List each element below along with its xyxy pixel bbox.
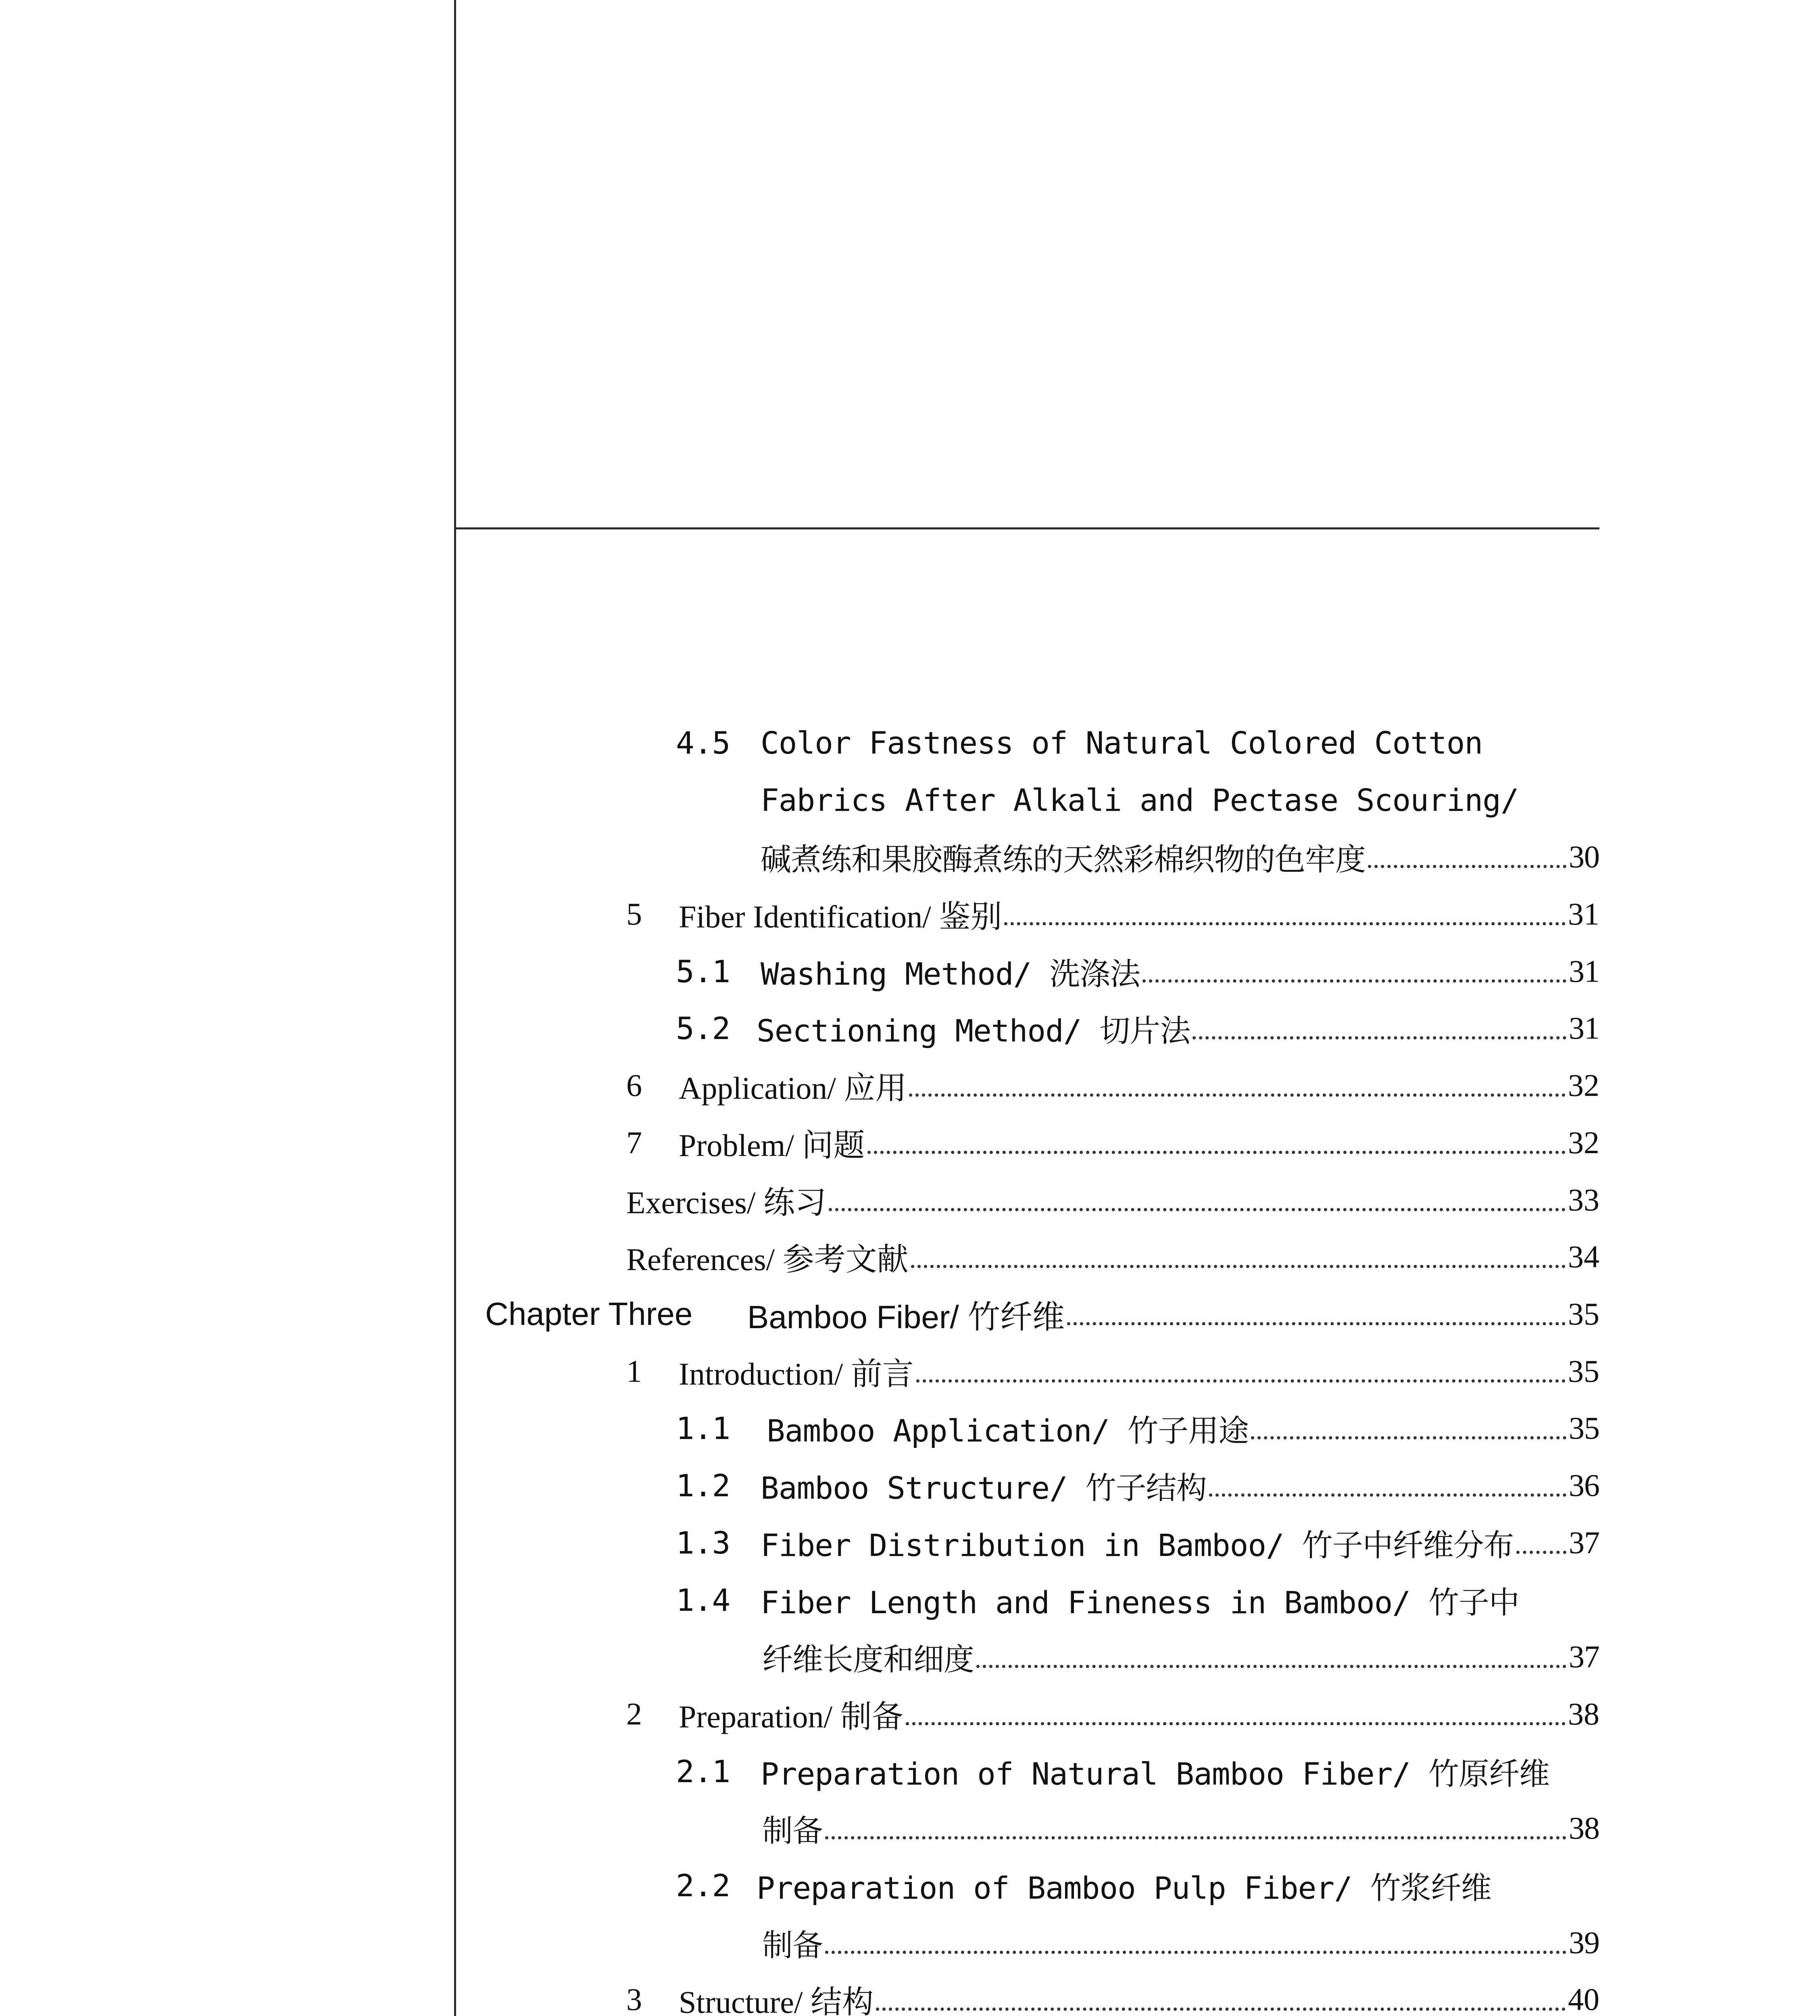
leader-dots xyxy=(1067,1322,1566,1325)
leader-dots xyxy=(1251,1436,1566,1439)
toc-page-number: 34 xyxy=(1568,1239,1599,1274)
toc-page-number: 31 xyxy=(1569,1010,1599,1045)
toc-entry-1-2[interactable] xyxy=(676,1459,1599,1512)
toc-entry-5-2[interactable] xyxy=(676,1002,1599,1054)
leader-dots xyxy=(916,1379,1566,1383)
toc-title: Exercises/ 练习 xyxy=(626,1185,827,1220)
toc-number: 6 xyxy=(626,1068,642,1103)
toc-page-number: 30 xyxy=(1569,839,1599,874)
toc-entry-5-1[interactable] xyxy=(676,945,1599,998)
toc-title: Fabrics After Alkali and Pectase Scouring/ xyxy=(761,782,1519,818)
toc-title: 制备 xyxy=(762,1812,823,1849)
toc-page-number: 35 xyxy=(1568,1296,1599,1331)
toc-page-number: 32 xyxy=(1568,1125,1599,1160)
toc-page-number: 35 xyxy=(1569,1410,1599,1445)
toc-number: 1.3 xyxy=(676,1524,730,1561)
toc-page-number: 31 xyxy=(1568,896,1599,931)
toc-entry-2-2[interactable] xyxy=(676,1859,1599,1912)
toc-number: 7 xyxy=(626,1125,642,1160)
toc-entry-continuation[interactable] xyxy=(762,1802,1599,1854)
toc-number: 5.1 xyxy=(676,953,730,989)
horizontal-rule xyxy=(454,527,1599,529)
toc-number: 2.2 xyxy=(676,1867,730,1904)
toc-title: Sectioning Method/ 切片法 xyxy=(757,1012,1190,1049)
toc-number: 2 xyxy=(626,1696,642,1731)
toc-title: Fiber Distribution in Bamboo/ 竹子中纤维分布 xyxy=(761,1527,1514,1563)
leader-dots xyxy=(1516,1551,1566,1554)
toc-title: Bamboo Structure/ 竹子结构 xyxy=(761,1470,1207,1506)
toc-entry-4-5[interactable] xyxy=(676,716,1599,769)
leader-dots xyxy=(867,1151,1566,1154)
toc-page-number: 31 xyxy=(1569,954,1599,989)
toc-title: Preparation of Bamboo Pulp Fiber/ 竹浆纤维 xyxy=(757,1870,1491,1906)
toc-entry-6[interactable] xyxy=(626,1059,1599,1112)
leader-dots xyxy=(909,1093,1566,1097)
toc-title: Fiber Identification/ 鉴别 xyxy=(679,899,1002,934)
leader-dots xyxy=(1368,865,1566,868)
toc-title: Introduction/ 前言 xyxy=(679,1356,914,1391)
toc-number: 3 xyxy=(626,1982,642,2016)
toc-number: 4.5 xyxy=(676,725,730,761)
toc-entry-continuation[interactable] xyxy=(761,774,1599,826)
toc-title: Bamboo Fiber/ 竹纤维 xyxy=(747,1299,1065,1335)
vertical-rule xyxy=(454,0,456,2016)
toc-entry-1[interactable] xyxy=(626,1345,1599,1397)
toc-page-number: 40 xyxy=(1568,1982,1599,2016)
toc-title: 纤维长度和细度 xyxy=(762,1641,974,1677)
leader-dots xyxy=(1004,922,1566,925)
toc-title: Structure/ 结构 xyxy=(679,1985,874,2016)
toc-page-number: 36 xyxy=(1569,1468,1599,1503)
leader-dots xyxy=(1192,1036,1566,1039)
toc-entry-exercises[interactable] xyxy=(626,1174,1599,1226)
toc-page-number: 37 xyxy=(1569,1639,1599,1674)
toc-title: Problem/ 问题 xyxy=(679,1128,865,1163)
toc-chapter-three[interactable] xyxy=(485,1288,1599,1340)
toc-title: 制备 xyxy=(762,1927,823,1963)
toc-number: 1 xyxy=(626,1354,642,1389)
toc-page-number: 37 xyxy=(1569,1525,1599,1560)
toc-entry-continuation[interactable] xyxy=(762,1631,1599,1683)
toc-entry-1-3[interactable] xyxy=(676,1516,1599,1569)
leader-dots xyxy=(911,1265,1566,1268)
leader-dots xyxy=(1142,979,1566,983)
toc-title: 碱煮练和果胶酶煮练的天然彩棉织物的色牢度 xyxy=(761,841,1366,877)
toc-page-number: 38 xyxy=(1568,1696,1599,1731)
toc-entry-references[interactable] xyxy=(626,1231,1599,1283)
toc-title: Fiber Length and Fineness in Bamboo/ 竹子中 xyxy=(761,1584,1519,1620)
toc-number: 1.4 xyxy=(676,1582,730,1618)
toc-entry-1-4[interactable] xyxy=(676,1574,1599,1626)
toc-title: Washing Method/ 洗涤法 xyxy=(761,956,1140,992)
toc-title: References/ 参考文献 xyxy=(626,1242,909,1277)
toc-title: Color Fastness of Natural Colored Cotton xyxy=(761,725,1483,761)
toc-title: Preparation/ 制备 xyxy=(679,1699,903,1734)
toc-title: Preparation of Natural Bamboo Fiber/ 竹原纤维 xyxy=(761,1756,1549,1792)
toc-number: 5.2 xyxy=(676,1010,730,1046)
toc-page-number: 33 xyxy=(1568,1182,1599,1217)
toc-entry-2-1[interactable] xyxy=(676,1745,1599,1797)
toc-entry-5[interactable] xyxy=(626,888,1599,940)
toc-entry-1-1[interactable] xyxy=(676,1402,1599,1454)
toc-title: Bamboo Application/ 竹子用途 xyxy=(767,1412,1249,1449)
toc-page-number: 35 xyxy=(1568,1354,1599,1389)
leader-dots xyxy=(976,1665,1566,1668)
toc-entry-2[interactable] xyxy=(626,1688,1599,1740)
toc-number: 2.1 xyxy=(676,1753,730,1789)
toc-entry-continuation[interactable] xyxy=(761,831,1599,883)
toc-page-number: 39 xyxy=(1569,1925,1599,1960)
toc-number: 1.1 xyxy=(676,1410,730,1446)
toc-entry-3[interactable] xyxy=(626,1973,1599,2016)
toc-page-number: 38 xyxy=(1569,1810,1599,1845)
toc-page-number: 32 xyxy=(1568,1068,1599,1103)
toc-entry-continuation[interactable] xyxy=(762,1916,1599,1969)
leader-dots xyxy=(825,1836,1566,1839)
toc-entry-7[interactable] xyxy=(626,1116,1599,1169)
leader-dots xyxy=(906,1722,1566,1725)
leader-dots xyxy=(876,2008,1566,2011)
leader-dots xyxy=(829,1208,1566,1211)
leader-dots xyxy=(825,1951,1566,1954)
leader-dots xyxy=(1209,1493,1566,1497)
toc-chapter-label: Chapter Three xyxy=(485,1296,693,1332)
toc-title: Application/ 应用 xyxy=(679,1070,907,1106)
toc-number: 5 xyxy=(626,896,642,931)
toc-number: 1.2 xyxy=(676,1467,730,1504)
